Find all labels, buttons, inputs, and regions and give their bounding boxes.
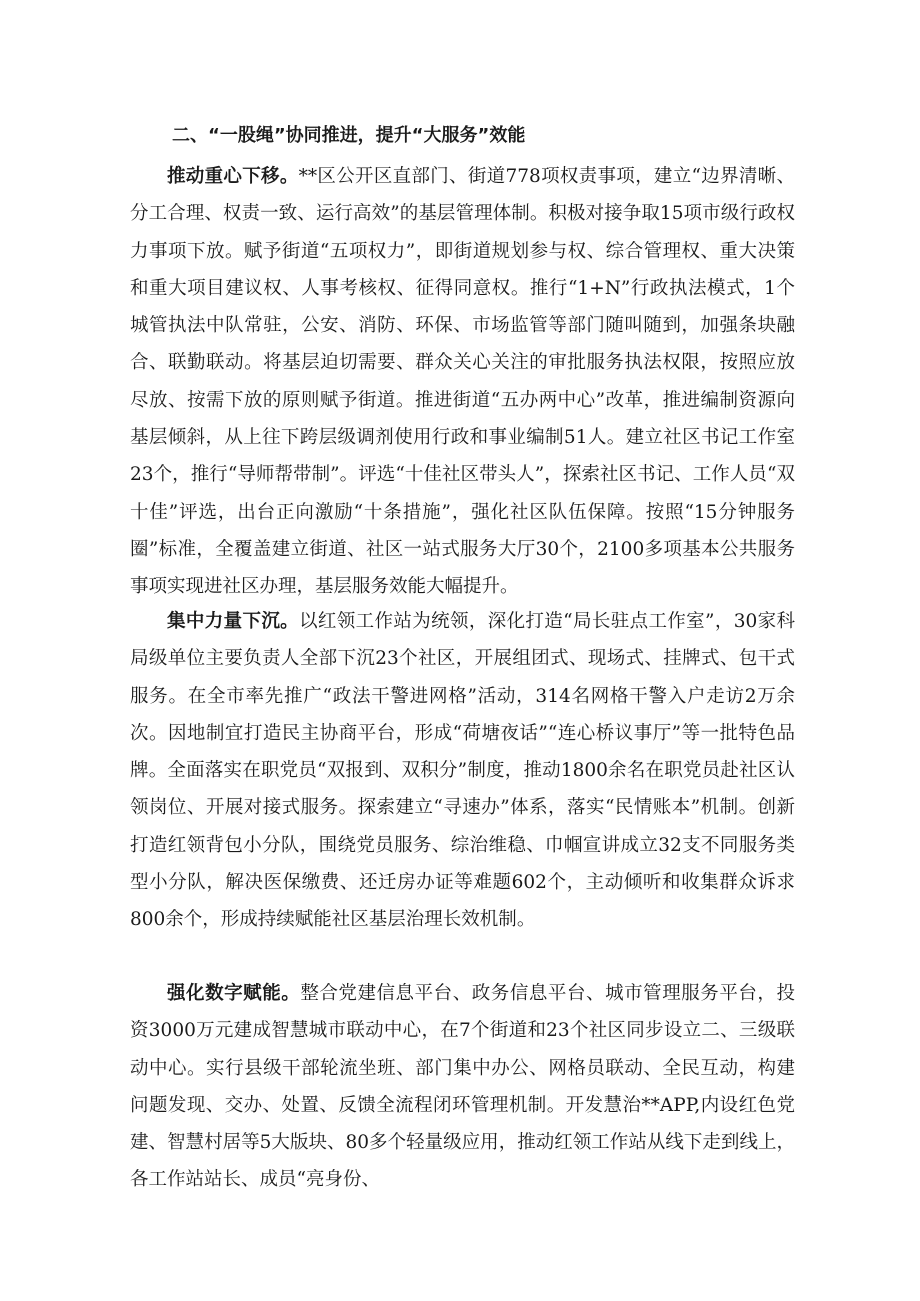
paragraph-2-body: 以红领工作站为统领，深化打造“局长驻点工作室”，30家科局级单位主要负责人全部下沉23个社区，开展组团式、现场式、挂牌式、包干式服务。在全市率先推广“政法干警进网格”活动，314名网格干警入户走访2万余次。因地制宜打造民主协商平台，形成“荷塘夜话”“连心桥议事厅”等一批特色品牌。全面落实在职党员“双报到、双积分”制度，推动1800余名在职党员赴社区认领岗位、开展对接式服务。探索建立“寻速办”体系，落实“民情账本”机制。创新打造红领背包小分队，围绕党员服务、综治维稳、巾帼宣讲成立32支不同服务类型小分队，解决医保缴费、还迁房办证等难题602个，主动倾听和收集群众诉求800余个，形成持续赋能社区基层治理长效机制。 bbox=[130, 611, 795, 931]
section-heading: 二、“一股绳”协同推进，提升“大服务”效能 bbox=[172, 125, 526, 146]
paragraph-1-body: **区公开区直部门、街道778项权责事项，建立“边界清晰、分工合理、权责一致、运行高效”的基层管理体制。积极对接争取15项市级行政权力事项下放。赋予街道“五项权力”，即街道规划参与权、综合管理权、重大决策和重大项目建议权、人事考核权、征得同意权。推行“1+N”行政执法模式，1个城管执法中队常驻，公安、消防、环保、市场监管等部门随叫随到，加强条块融合、联勤联动。将基层迫切需要、群众关心关注的审批服务执法权限，按照应放尽放、按需下放的原则赋予街道。推进街道“五办两中心”改革，推进编制资源向基层倾斜，从上往下跨层级调剂使用行政和事业编制51人。建立社区书记工作室23个，推行“导师帮带制”。评选“十佳社区带头人”，探索社区书记、工作人员“双十佳”评选，出台正向激励“十条措施”，强化社区队伍保障。按照“15分钟服务圈”标准，全覆盖建立街道、社区一站式服务大厅30个，2100多项基本公共服务事项实现进社区办理，基层服务效能大幅提升。 bbox=[130, 166, 795, 598]
paragraph-3-lead: 强化数字赋能。 bbox=[167, 983, 301, 1004]
paragraph-3-body: 整合党建信息平台、政务信息平台、城市管理服务平台，投资3000万元建成智慧城市联动中心，在7个街道和23个社区同步设立二、三级联动中心。实行县级干部轮流坐班、部门集中办公、网格员联动、全民互动，构建问题发现、交办、处置、反馈全流程闭环管理机制。开发慧治**APP,内设红色党建、智慧村居等5大版块、80多个轻量级应用，推动红领工作站从线下走到线上，各工作站站长、成员“亮身份、 bbox=[130, 983, 795, 1191]
paragraph-2 bbox=[130, 603, 795, 939]
paragraph-3 bbox=[130, 975, 795, 1199]
paragraph-1 bbox=[130, 158, 795, 606]
paragraph-2-lead: 集中力量下沉。 bbox=[167, 611, 300, 632]
paragraph-1-lead: 推动重心下移。 bbox=[167, 166, 299, 187]
